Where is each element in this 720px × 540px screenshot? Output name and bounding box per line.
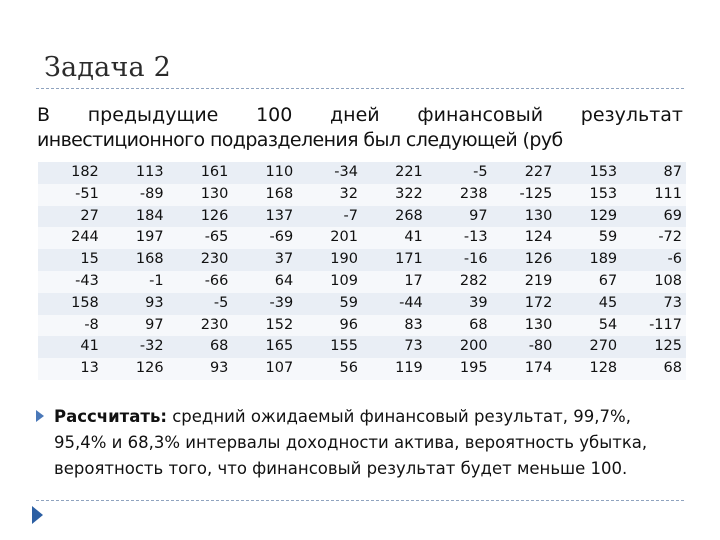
table-cell: 190 xyxy=(297,249,362,271)
table-cell: -80 xyxy=(492,336,557,358)
intro-word: дней xyxy=(330,104,380,126)
next-slide-icon[interactable] xyxy=(32,506,43,524)
table-cell: 128 xyxy=(556,358,621,380)
table-row xyxy=(38,249,686,271)
table-cell: -1 xyxy=(103,271,168,293)
table-cell: 17 xyxy=(362,271,427,293)
table-cell: 109 xyxy=(297,271,362,293)
table-cell: 172 xyxy=(492,293,557,315)
table-cell: 59 xyxy=(556,227,621,249)
task-text xyxy=(54,404,686,482)
table-cell: 130 xyxy=(492,315,557,337)
table-cell: 230 xyxy=(168,249,233,271)
table-cell: -6 xyxy=(621,249,686,271)
table-cell: 27 xyxy=(38,206,103,228)
table-cell: 322 xyxy=(362,184,427,206)
table-cell: 113 xyxy=(103,162,168,184)
intro-word: финансовый xyxy=(417,104,544,126)
table-cell: -89 xyxy=(103,184,168,206)
table-cell: 37 xyxy=(232,249,297,271)
table-cell: 182 xyxy=(38,162,103,184)
table-cell: 54 xyxy=(556,315,621,337)
table-cell: 270 xyxy=(556,336,621,358)
table-cell: 152 xyxy=(232,315,297,337)
table-cell: 125 xyxy=(621,336,686,358)
table-cell: 282 xyxy=(427,271,492,293)
table-cell: 73 xyxy=(621,293,686,315)
intro-word: результат xyxy=(580,104,683,126)
table-cell: 73 xyxy=(362,336,427,358)
table-cell: 126 xyxy=(103,358,168,380)
table-cell: 137 xyxy=(232,206,297,228)
table-cell: 184 xyxy=(103,206,168,228)
table-row xyxy=(38,184,686,206)
table-row xyxy=(38,336,686,358)
table-cell: 110 xyxy=(232,162,297,184)
table-cell: 56 xyxy=(297,358,362,380)
table-cell: 165 xyxy=(232,336,297,358)
table-cell: 97 xyxy=(103,315,168,337)
table-cell: -66 xyxy=(168,271,233,293)
table-cell: 13 xyxy=(38,358,103,380)
table-cell: 161 xyxy=(168,162,233,184)
results-table-wrapper xyxy=(38,162,686,380)
table-cell: 153 xyxy=(556,162,621,184)
footer-divider xyxy=(36,500,684,501)
table-row xyxy=(38,271,686,293)
table-cell: 200 xyxy=(427,336,492,358)
table-cell: -69 xyxy=(232,227,297,249)
table-cell: -39 xyxy=(232,293,297,315)
task-label: Рассчитать: xyxy=(54,407,167,426)
table-cell: 126 xyxy=(492,249,557,271)
table-cell: 119 xyxy=(362,358,427,380)
table-cell: 244 xyxy=(38,227,103,249)
table-cell: 219 xyxy=(492,271,557,293)
table-cell: -34 xyxy=(297,162,362,184)
table-cell: -51 xyxy=(38,184,103,206)
table-cell: 124 xyxy=(492,227,557,249)
table-cell: 168 xyxy=(232,184,297,206)
table-row xyxy=(38,293,686,315)
table-row xyxy=(38,227,686,249)
table-cell: 168 xyxy=(103,249,168,271)
table-cell: 68 xyxy=(621,358,686,380)
table-cell: 126 xyxy=(168,206,233,228)
table-cell: 155 xyxy=(297,336,362,358)
intro-line-1 xyxy=(37,103,683,128)
table-cell: 111 xyxy=(621,184,686,206)
slide-title: Задача 2 xyxy=(44,52,171,83)
table-row xyxy=(38,206,686,228)
intro-line-2: инвестиционного подразделения был следующей (руб xyxy=(37,129,563,151)
table-cell: -43 xyxy=(38,271,103,293)
intro-word: В xyxy=(37,104,51,126)
table-cell: 83 xyxy=(362,315,427,337)
table-cell: -65 xyxy=(168,227,233,249)
title-divider xyxy=(36,88,684,89)
table-cell: 64 xyxy=(232,271,297,293)
table-cell: -5 xyxy=(427,162,492,184)
table-cell: 197 xyxy=(103,227,168,249)
table-cell: -16 xyxy=(427,249,492,271)
table-cell: -117 xyxy=(621,315,686,337)
table-cell: 69 xyxy=(621,206,686,228)
table-cell: 129 xyxy=(556,206,621,228)
table-row xyxy=(38,315,686,337)
intro-word: предыдущие xyxy=(87,104,219,126)
table-cell: -32 xyxy=(103,336,168,358)
task-body: средний ожидаемый финансовый результат, 99,7%, 95,4% и 68,3% интервалы доходности актива, вероятность убытка, вероятность того, что финансовый результат будет меньше 100. xyxy=(54,407,648,478)
table-cell: 41 xyxy=(362,227,427,249)
table-cell: 221 xyxy=(362,162,427,184)
table-cell: 108 xyxy=(621,271,686,293)
table-cell: 59 xyxy=(297,293,362,315)
table-cell: 153 xyxy=(556,184,621,206)
table-cell: -7 xyxy=(297,206,362,228)
table-cell: 268 xyxy=(362,206,427,228)
table-cell: 107 xyxy=(232,358,297,380)
results-table xyxy=(38,162,686,380)
table-cell: 174 xyxy=(492,358,557,380)
table-cell: -44 xyxy=(362,293,427,315)
table-cell: 130 xyxy=(168,184,233,206)
intro-paragraph xyxy=(37,103,683,153)
arrow-bullet-icon xyxy=(36,410,44,422)
table-cell: -8 xyxy=(38,315,103,337)
table-cell: 195 xyxy=(427,358,492,380)
table-cell: 67 xyxy=(556,271,621,293)
table-cell: 96 xyxy=(297,315,362,337)
table-cell: 189 xyxy=(556,249,621,271)
table-cell: 158 xyxy=(38,293,103,315)
intro-word: 100 xyxy=(256,104,293,126)
table-row xyxy=(38,162,686,184)
table-cell: 32 xyxy=(297,184,362,206)
table-cell: -125 xyxy=(492,184,557,206)
table-cell: 45 xyxy=(556,293,621,315)
table-cell: 171 xyxy=(362,249,427,271)
table-cell: 97 xyxy=(427,206,492,228)
task-bullet xyxy=(36,404,686,482)
table-cell: 41 xyxy=(38,336,103,358)
table-cell: 230 xyxy=(168,315,233,337)
table-cell: -72 xyxy=(621,227,686,249)
table-cell: 93 xyxy=(168,358,233,380)
table-cell: 227 xyxy=(492,162,557,184)
table-cell: 130 xyxy=(492,206,557,228)
table-cell: -13 xyxy=(427,227,492,249)
table-cell: 87 xyxy=(621,162,686,184)
table-cell: -5 xyxy=(168,293,233,315)
table-cell: 15 xyxy=(38,249,103,271)
table-cell: 201 xyxy=(297,227,362,249)
results-table-body xyxy=(38,162,686,380)
table-cell: 238 xyxy=(427,184,492,206)
table-cell: 93 xyxy=(103,293,168,315)
table-row xyxy=(38,358,686,380)
table-cell: 68 xyxy=(168,336,233,358)
table-cell: 68 xyxy=(427,315,492,337)
table-cell: 39 xyxy=(427,293,492,315)
